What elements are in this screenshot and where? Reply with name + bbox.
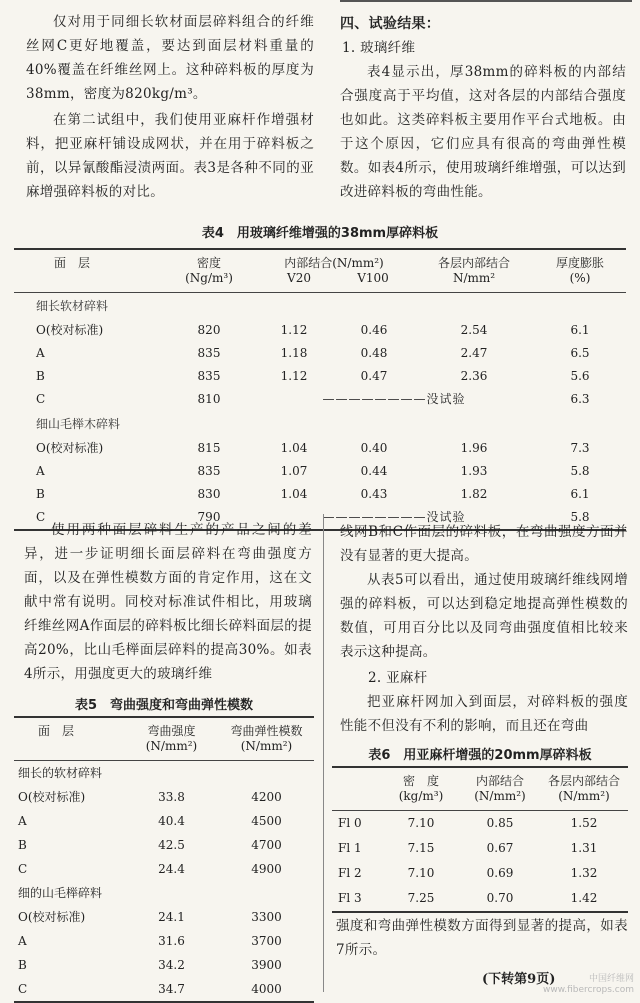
- col-header-density: 密 度 (kg/m³): [382, 767, 460, 811]
- col-header-swell: 厚度膨胀 (%): [534, 249, 626, 293]
- table4-title: 表4 用玻璃纤维增强的38mm厚碎料板: [201, 226, 439, 241]
- table-row: O(校对标准) 820 1.12 0.46 2.54 6.1: [36, 323, 590, 337]
- no-test-label: 没试验: [426, 510, 466, 524]
- right-top-text: [340, 12, 626, 204]
- left-mid-text: [24, 518, 312, 686]
- col-header-layer-ib: 各层内部结合 N/mm²: [414, 249, 534, 293]
- continued-note: (下转第9页): [482, 972, 556, 987]
- no-test-label: 没试验: [426, 392, 466, 406]
- table-row: A 835 1.07 0.44 1.93 5.8: [36, 464, 590, 478]
- col-header-moe: 弯曲弹性模数 (N/mm²): [219, 717, 314, 761]
- paragraph: 把亚麻杆网加入到面层，对碎料板的强度性能不但没有不利的影响，而且还在弯曲: [340, 694, 628, 734]
- table-header-row: [14, 249, 626, 293]
- table-group-row: 细长的软材碎料: [18, 766, 103, 780]
- table5: [14, 716, 314, 1003]
- subsection-heading: 2. 亚麻杆: [368, 670, 428, 686]
- paragraph: 使用两种面层碎料生产的产品之间的差异，进一步证明细长面层碎料在弯曲强度方面，以及在弹性模数方面的肯定作用，这在文献中常有说明。同校对标准试件相比，用玻璃纤维丝网A作面层的碎料板比细长碎料面层的提高20%，比山毛榉面层碎料的提高30%。如表4所示，用强度更大的玻璃纤维: [24, 522, 312, 682]
- table-row: C 24.4 4900: [18, 862, 282, 876]
- table6: [332, 766, 628, 913]
- table-row: B 42.5 4700: [18, 838, 282, 852]
- paragraph: 强度和弯曲弹性模数方面得到显著的提高，如表7所示。: [336, 918, 628, 958]
- subsection-heading: 1. 玻璃纤维: [342, 40, 416, 56]
- table-row: A 31.6 3700: [18, 934, 282, 948]
- col-header-layer: 面 层: [14, 717, 124, 761]
- table4: [14, 248, 626, 531]
- col-header-ib: 内部结合(N/mm²) V20 V100: [254, 249, 414, 293]
- column-divider: [323, 514, 324, 992]
- table-row: A 40.4 4500: [18, 814, 282, 828]
- col-header-bend: 弯曲强度 (N/mm²): [124, 717, 219, 761]
- section-heading: 四、试验结果：: [340, 16, 441, 32]
- table-row: Fl 3 7.25 0.70 1.42: [338, 891, 598, 905]
- table-row: O(校对标准) 33.8 4200: [18, 790, 282, 804]
- right-mid-text: [340, 520, 628, 738]
- table-row: Fl 1 7.15 0.67 1.31: [338, 841, 598, 855]
- table-row: B 835 1.12 0.47 2.36 5.6: [36, 369, 590, 383]
- col-header-ib: 内部结合 (N/mm²): [460, 767, 540, 811]
- table-row: C 810 ————————没试验 6.3: [14, 388, 626, 411]
- right-bottom-text: [336, 914, 628, 962]
- table-group-row: 细长软材碎料: [36, 299, 109, 313]
- table-row: O(校对标准) 815 1.04 0.40 1.96 7.3: [36, 441, 590, 455]
- table-header-row: [14, 717, 314, 761]
- watermark: 中国纤维网 www.fibercrops.com: [543, 974, 634, 995]
- paragraph: 在第二试组中，我们使用亚麻杆作增强材料，把亚麻杆铺设成网状，并在用于碎料板之前，以异氰酸酯浸渍两面。表3是各种不同的亚麻增强碎料板的对比。: [26, 112, 314, 200]
- table-row: Fl 0 7.10 0.85 1.52: [338, 816, 598, 830]
- table5-title: 表5 弯曲强度和弯曲弹性模数: [74, 698, 254, 713]
- table-row: B 34.2 3900: [18, 958, 282, 972]
- col-header-label: [332, 767, 382, 811]
- table-row: C 34.7 4000: [18, 982, 282, 996]
- table-row: O(校对标准) 24.1 3300: [18, 910, 282, 924]
- table-row: B 830 1.04 0.43 1.82 6.1: [36, 487, 590, 501]
- table-header-row: [332, 767, 628, 811]
- left-top-text: [26, 10, 314, 204]
- table-row: A 835 1.18 0.48 2.47 6.5: [36, 346, 590, 360]
- table6-title: 表6 用亚麻杆增强的20mm厚碎料板: [368, 748, 592, 763]
- table-row: Fl 2 7.10 0.69 1.32: [338, 866, 598, 880]
- paragraph: 表4显示出，厚38mm的碎料板的内部结合强度高于平均值，这对各层的内部结合强度也如此。这类碎料板主要用作平台式地板。由于这个原因，它们应具有很高的弯曲弹性模数。如表4所示，使用玻璃纤维增强，可以达到改进碎料板的弯曲性能。: [340, 64, 626, 200]
- paragraph: 从表5可以看出，通过使用玻璃纤维线网增强的碎料板，可以达到稳定地提高弹性模数的数值，可用百分比以及同弯曲强度值相比较来表示这种提高。: [340, 572, 628, 660]
- col-header-layer: 面 层: [14, 249, 164, 293]
- table-group-row: 细的山毛榉碎料: [18, 886, 103, 900]
- paragraph: 线网B和C作面层的碎料板，在弯曲强度方面并没有显著的更大提高。: [340, 524, 628, 564]
- header-rule: [340, 0, 632, 5]
- table-group-row: 细山毛榉木碎料: [36, 417, 121, 431]
- col-header-layer-ib: 各层内部结合 (N/mm²): [540, 767, 628, 811]
- table-row: C 790 ————————没试验 5.8: [14, 506, 626, 530]
- paragraph: 仅对用于同细长软材面层碎料组合的纤维丝网C更好地覆盖，要达到面层材料重量的40%覆盖在纤维丝网上。这种碎料板的厚度为38mm，密度为820kg/m³。: [26, 14, 314, 102]
- col-header-density: 密度 (Ng/m³): [164, 249, 254, 293]
